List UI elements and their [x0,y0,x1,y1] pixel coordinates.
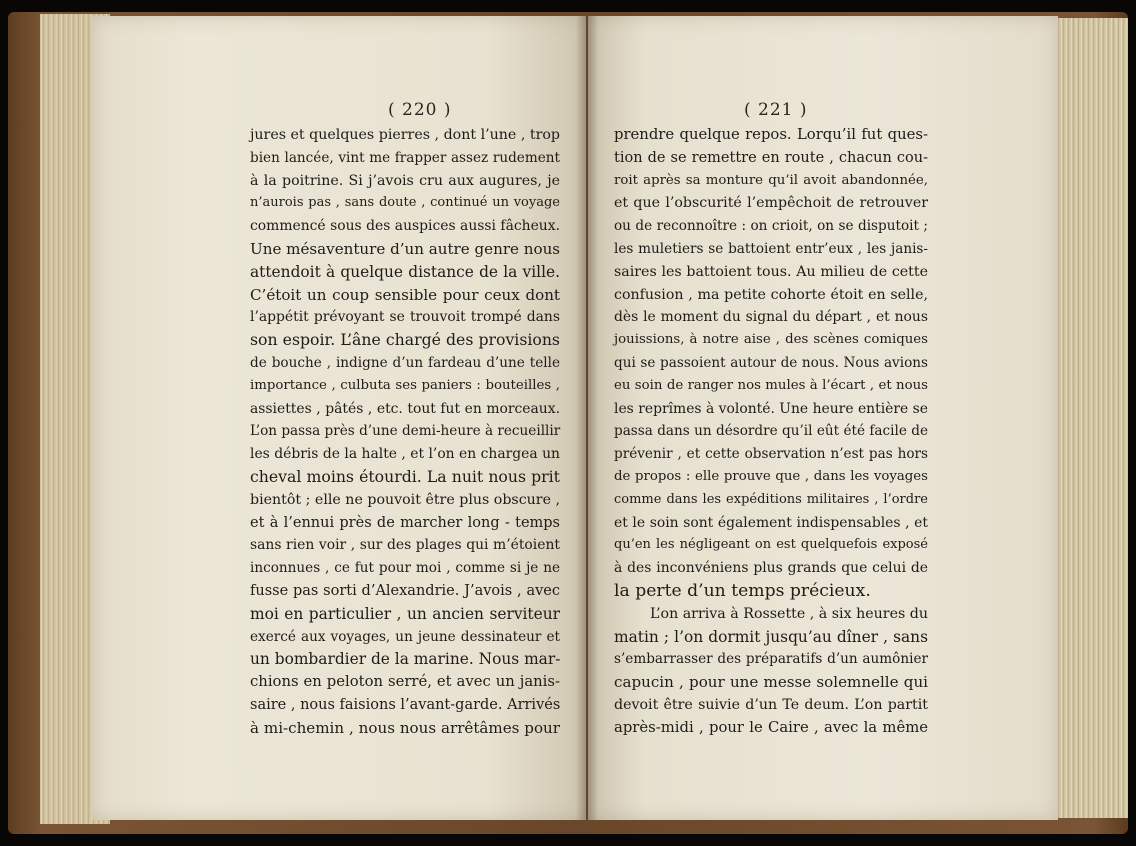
text-line: importance , culbuta ses paniers : bouteilles , [250,377,560,393]
text-line: dès le moment du signal du départ , et nous [614,309,928,326]
text-line: qu’en les négligeant on est quelquefois exposé [614,537,928,553]
right-page-number: ( 221 ) [744,100,808,120]
text-line: les muletiers se battoient entr’eux , les janis- [614,240,928,257]
left-text-column [250,124,560,740]
right-text-column [614,124,928,740]
text-line: après-midi , pour le Caire , avec la même [614,718,928,736]
text-line: de propos : elle prouve que , dans les voyages [614,468,928,484]
text-line: cheval moins étourdi. La nuit nous prit [250,466,560,486]
text-line: attendoit à quelque distance de la ville. [250,262,560,281]
page-edges-right [1050,18,1128,818]
text-line: saires les battoient tous. Au milieu de cette [614,263,928,280]
text-line: jouissions, à notre aise , des scènes comiques [614,332,928,348]
text-line: et le soin sont également indispensables , et [614,514,928,531]
text-line: eu soin de ranger nos mules à l’écart , et nous [614,377,928,393]
text-line: la perte d’un temps précieux. [614,580,871,601]
text-line: Une mésaventure d’un autre genre nous [250,239,561,258]
text-line: moi en particulier , un ancien serviteur [250,604,560,623]
text-line: devoit être suivie d’un Te deum. L’on partit [614,696,928,713]
text-line: son espoir. L’âne chargé des provisions [250,330,560,350]
text-line: à des inconvéniens plus grands que celui de [614,560,928,577]
text-line: bientôt ; elle ne pouvoit être plus obscure , [250,491,560,508]
text-line: chions en peloton serré, et avec un janis- [250,673,560,691]
text-line: les débris de la halte , et l’on en chargea un [250,446,560,463]
text-line: prendre quelque repos. Lorqu’il fut ques- [614,126,928,143]
book-gutter [576,16,598,820]
left-page-number: ( 220 ) [388,100,452,120]
text-line: à mi-chemin , nous nous arrêtâmes pour [250,718,560,737]
text-line: L’on passa près d’une demi-heure à recueillir [250,423,561,440]
text-line: bien lancée, vint me frapper assez rudement [250,149,560,166]
text-line: à la poitrine. Si j’avois cru aux augures, je [250,172,560,189]
text-line: de bouche , indigne d’un fardeau d’une telle [250,354,560,371]
text-line: fusse pas sorti d’Alexandrie. J’avois , avec [250,582,560,599]
text-line: s’embarrasser des préparatifs d’un aumônier [614,651,928,668]
text-line: saire , nous faisions l’avant-garde. Arrivés [250,696,561,713]
text-line: et que l’obscurité l’empêchoit de retrouver [614,195,928,212]
text-line: sans rien voir , sur des plages qui m’étoient [250,537,560,554]
text-line: confusion , ma petite cohorte étoit en selle, [614,286,928,303]
text-line: prévenir , et cette observation n’est pas hors [614,446,928,463]
text-line: C’étoit un coup sensible pour ceux dont [250,285,560,304]
text-line: qui se passoient autour de nous. Nous avions [614,354,928,371]
text-line: commencé sous des auspices aussi fâcheux. [250,218,560,235]
text-line: l’appétit prévoyant se trouvoit trompé dans [250,309,560,326]
text-line: passa dans un désordre qu’il eût été facile de [614,423,928,440]
text-line: inconnues , ce fut pour moi , comme si je ne [250,560,560,577]
text-line: L’on arriva à Rossette , à six heures du [650,605,928,622]
text-line: exercé aux voyages, un jeune dessinateur et [250,628,560,645]
text-line: capucin , pour une messe solemnelle qui [614,673,928,692]
text-line: assiettes , pâtés , etc. tout fut en morceaux. [250,400,560,417]
text-line: jures et quelques pierres , dont l’une , trop [250,127,560,143]
text-line: n’aurois pas , sans doute , continué un voyage [250,195,560,211]
text-line: les reprîmes à volonté. Une heure entière se [614,400,928,417]
text-line: matin ; l’on dormit jusqu’au dîner , sans [614,627,928,646]
text-line: tion de se remettre en route , chacun cou- [614,149,928,166]
text-line: et à l’ennui près de marcher long - temps [250,514,560,531]
text-line: comme dans les expéditions militaires , l’ordre [614,491,928,507]
text-line: un bombardier de la marine. Nous mar- [250,650,561,669]
text-line: ou de reconnoître : on crioit, on se disputoit ; [614,218,928,235]
text-line: roit après sa monture qu’il avoit abandonnée, [614,172,928,188]
